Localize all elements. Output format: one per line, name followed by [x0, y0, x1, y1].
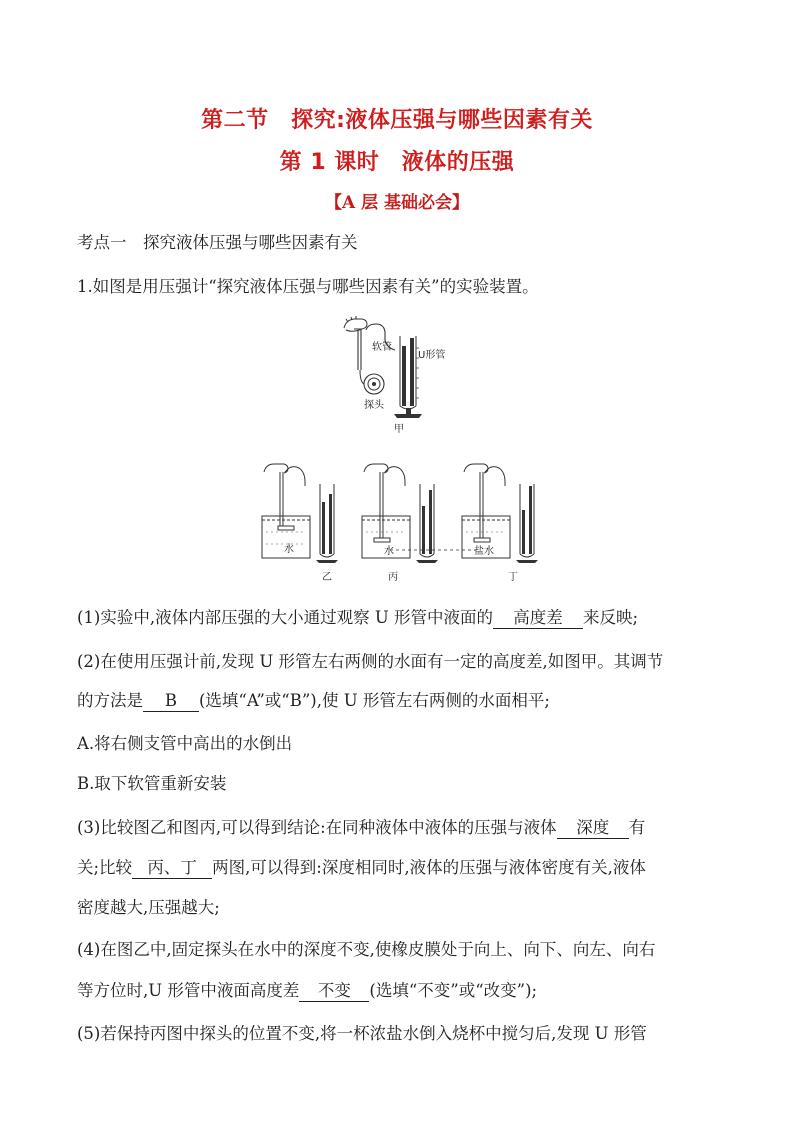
answer-2: B: [143, 691, 199, 712]
part-1-text: (1)实验中,液体内部压强的大小通过观察 U 形管中液面的: [77, 608, 494, 627]
part-4-line-2: [77, 979, 717, 1003]
label-yi: 乙: [322, 572, 332, 583]
liquid-label-water-2: 水: [384, 546, 394, 557]
answer-3a: 深度: [557, 818, 629, 839]
liquid-label-water-1: 水: [284, 544, 294, 555]
level-heading: 【A 层 基础必会】: [324, 193, 470, 213]
part-2-text: 的方法是: [77, 691, 143, 710]
setup-ding: [462, 464, 538, 583]
option-b: B.取下软管重新安装: [77, 774, 227, 793]
answer-1: 高度差: [493, 608, 583, 629]
label-ding: 丁: [508, 572, 518, 583]
question-1-stem: 1.如图是用压强计“探究液体压强与哪些因素有关”的实验装置。: [77, 277, 539, 296]
answer-3b: 丙、丁: [132, 858, 212, 879]
part-3-line-1: [77, 816, 717, 840]
option-a: A.将右侧支管中高出的水倒出: [77, 734, 293, 753]
figure-yi-bing-ding: [258, 458, 548, 586]
label-jia: 甲: [394, 424, 404, 435]
part-4-line-1: (4)在图乙中,固定探头在水中的深度不变,使橡皮膜处于向上、向下、向左、向右: [77, 940, 656, 959]
figure-jia: [330, 308, 470, 436]
label-bing: 丙: [388, 572, 398, 583]
part-2-line-1: (2)在使用压强计前,发现 U 形管左右两侧的水面有一定的高度差,如图甲。其调节: [77, 652, 664, 671]
answer-4: 不变: [299, 981, 369, 1002]
hand-icon: [344, 316, 367, 331]
part-3-tail: 有: [628, 818, 646, 837]
part-5-line-1: (5)若保持丙图中探头的位置不变,将一杯浓盐水倒入烧杯中搅匀后,发现 U 形管: [77, 1024, 647, 1043]
liquid-label-salt: 盐水: [474, 546, 494, 557]
label-probe: 探头: [364, 400, 384, 411]
part-4-tail: (选填“不变”或“改变”);: [369, 981, 538, 1000]
setup-bing: [362, 464, 438, 583]
part-2-line-2: [77, 689, 717, 713]
part-3-tail-2: 两图,可以得到:深度相同时,液体的压强与液体密度有关,液体: [212, 858, 646, 877]
part-3-line-3: 密度越大,压强越大;: [77, 898, 220, 917]
part-3-text: (3)比较图乙和图丙,可以得到结论:在同种液体中液体的压强与液体: [77, 818, 557, 837]
part-2-tail: (选填“A”或“B”),使 U 形管左右两侧的水面相平;: [199, 691, 550, 710]
label-utube: U形管: [418, 350, 446, 361]
lesson-title: 第 1 课时 液体的压强: [279, 150, 515, 175]
part-3-text-2: 关;比较: [77, 858, 133, 877]
setup-yi: [262, 464, 338, 583]
part-4-text: 等方位时,U 形管中液面高度差: [77, 981, 300, 1000]
part-1: [77, 606, 717, 630]
kaodian-heading: 考点一 探究液体压强与哪些因素有关: [77, 233, 358, 252]
label-hose: 软管: [372, 342, 392, 353]
section-title: 第二节 探究:液体压强与哪些因素有关: [201, 108, 593, 133]
part-1-tail: 来反映;: [583, 608, 639, 627]
part-3-line-2: [77, 856, 717, 880]
